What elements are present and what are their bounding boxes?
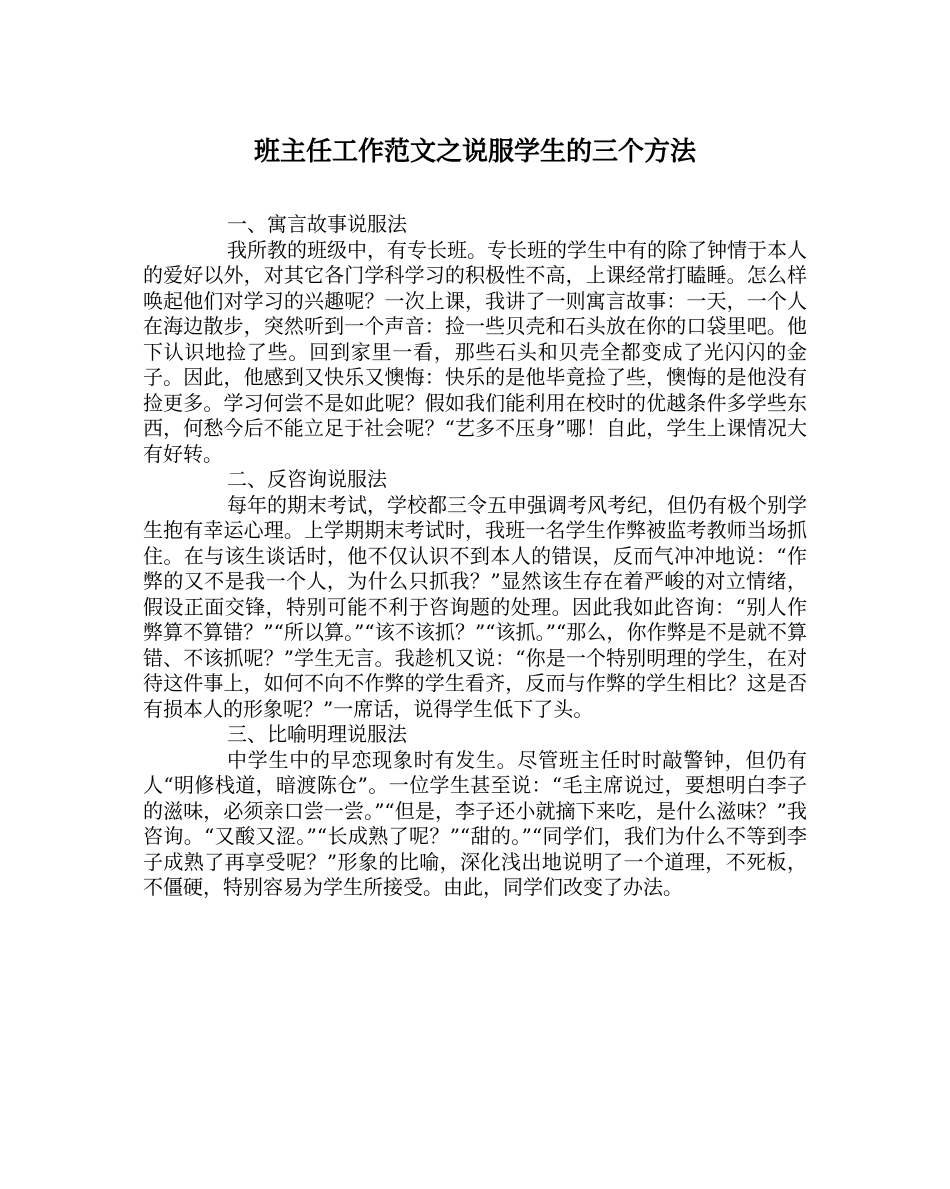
- section-paragraph-fable: 我所教的班级中，有专长班。专长班的学生中有的除了钟情于本人的爱好以外，对其它各门学科学习的积极性不高，上课经常打瞌睡。怎么样唤起他们对学习的兴趣呢？一次上课，我讲了一则寓言故事：一天，一个人在海边散步，突然听到一个声音：捡一些贝壳和石头放在你的口袋里吧。他下认识地捡了些。回到家里一看，那些石头和贝壳全都变成了光闪闪的金子。因此，他感到又快乐又懊悔：快乐的是他毕竟捡了些，懊悔的是他没有捡更多。学习何尝不是如此呢？假如我们能利用在校时的优越条件多学些东西，何愁今后不能立足于社会呢？“艺多不压身”哪！自此，学生上课情况大有好转。: [143, 237, 807, 466]
- section-heading-fable: 一、寓言故事说服法: [227, 212, 407, 236]
- section-heading-metaphor: 三、比喻明理说服法: [227, 722, 407, 746]
- document-title: 班主任工作范文之说服学生的三个方法: [253, 137, 696, 167]
- section-paragraph-metaphor: 中学生中的早恋现象时有发生。尽管班主任时时敲警钟，但仍有人“明修栈道，暗渡陈仓”。一位学生甚至说：“毛主席说过，要想明白李子的滋味，必须亲口尝一尝。”“但是，李子还小就摘下来吃，是什么滋味？”我咨询。“又酸又涩。”“长成熟了呢？”“甜的。”“同学们，我们为什么不等到李子成熟了再享受呢？”形象的比喻，深化浅出地说明了一个道理，不死板，不僵硬，特别容易为学生所接受。由此，同学们改变了办法。: [143, 747, 807, 899]
- section-paragraph-counter-question: 每年的期末考试，学校都三令五申强调考风考纪，但仍有极个别学生抱有幸运心理。上学期期末考试时，我班一名学生作弊被监考教师当场抓住。在与该生谈话时，他不仅认识不到本人的错误，反而气冲冲地说：“作弊的又不是我一个人，为什么只抓我？”显然该生存在着严峻的对立情绪，假设正面交锋，特别可能不利于咨询题的处理。因此我如此咨询：“别人作弊算不算错？”“所以算。”“该不该抓？”“该抓。”“那么，你作弊是不是就不算错、不该抓呢？”学生无言。我趁机又说：“你是一个特别明理的学生，在对待这件事上，如何不向不作弊的学生看齐，反而与作弊的学生相比？这是否有损本人的形象呢？”一席话，说得学生低下了头。: [143, 492, 807, 721]
- document-body: [143, 212, 807, 901]
- section-heading-counter-question: 二、反咨询说服法: [227, 467, 387, 491]
